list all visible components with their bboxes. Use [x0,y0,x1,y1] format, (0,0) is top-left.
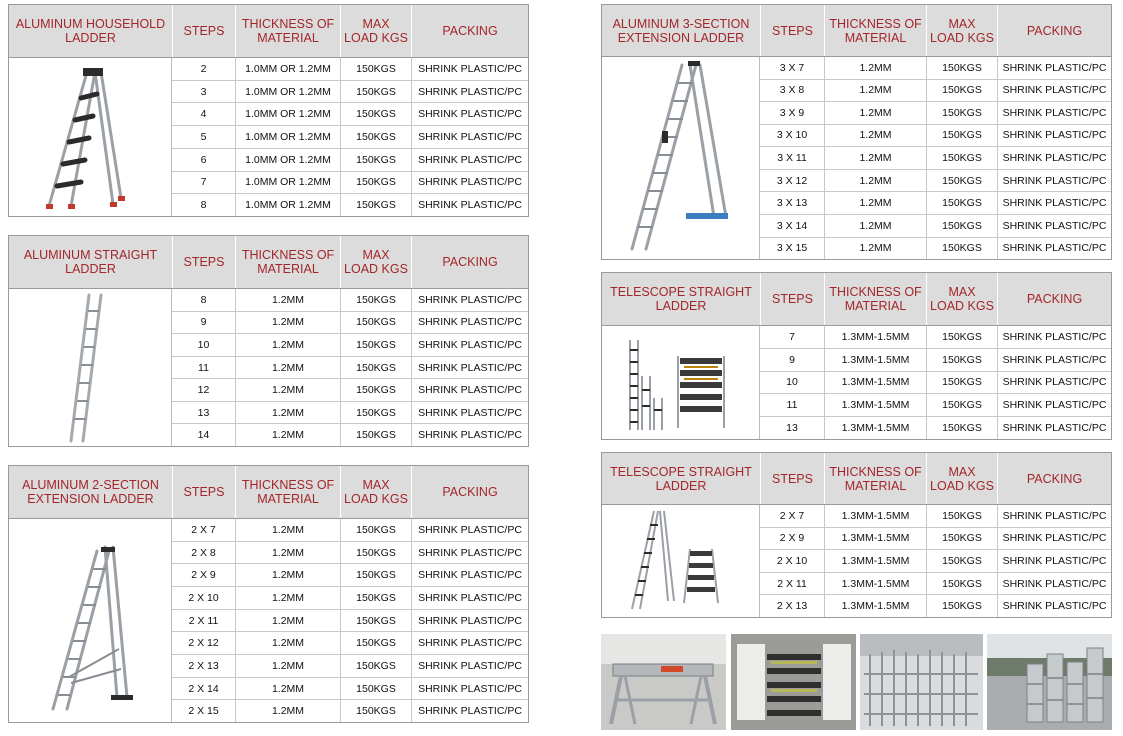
col-header-packing: PACKING [997,273,1111,325]
cell-steps: 7 [200,176,207,189]
table-row [760,192,1111,215]
col-header-maxload: MAX LOAD KGS [340,5,411,57]
cell-steps: 2 X 7 [779,509,805,522]
table-row [172,610,528,633]
col-header-maxload: MAX LOAD KGS [926,453,997,504]
cell-maxload: 150KGS [340,655,411,677]
col-header-maxload: MAX LOAD KGS [340,466,411,518]
cell-packing: SHRINK PLASTIC/PC [411,194,528,216]
table-row [172,564,528,587]
cell-thickness: 1.2MM [235,700,340,722]
cell-thickness: 1.2MM [235,402,340,424]
table-rows [172,519,528,722]
cell-packing: SHRINK PLASTIC/PC [411,632,528,654]
cell-steps: 2 X 10 [776,554,808,567]
cell-packing: SHRINK PLASTIC/PC [997,215,1111,237]
cell-steps: 8 [200,199,207,212]
table-rows [760,57,1111,259]
col-header-steps: STEPS [172,236,235,288]
cell-steps: 2 X 9 [191,569,216,582]
table-straight-ladder [8,235,529,447]
cell-packing: SHRINK PLASTIC/PC [997,125,1111,147]
cell-steps: 2 X 15 [188,705,219,718]
cell-thickness: 1.3MM-1.5MM [824,417,926,439]
cell-thickness: 1.2MM [235,610,340,632]
cell-maxload: 150KGS [926,147,997,169]
cell-thickness: 1.3MM-1.5MM [824,505,926,527]
cell-maxload: 150KGS [340,81,411,103]
table-row [172,312,528,335]
cell-packing: SHRINK PLASTIC/PC [411,424,528,446]
cell-steps: 11 [786,399,798,412]
col-header-steps: STEPS [172,5,235,57]
cell-maxload: 150KGS [340,357,411,379]
cell-thickness: 1.0MM OR 1.2MM [235,172,340,194]
cell-packing: SHRINK PLASTIC/PC [411,58,528,80]
col-header-thickness: THICKNESS OF MATERIAL [235,466,340,518]
cell-maxload: 150KGS [926,394,997,416]
cell-maxload: 150KGS [926,192,997,214]
cell-packing: SHRINK PLASTIC/PC [997,192,1111,214]
cell-steps: 2 X 10 [188,591,219,604]
cell-maxload: 150KGS [926,505,997,527]
cell-steps: 6 [200,153,207,166]
cell-steps: 8 [200,293,207,306]
cell-packing: SHRINK PLASTIC/PC [411,172,528,194]
cell-thickness: 1.2MM [235,678,340,700]
cell-steps: 14 [197,429,210,442]
cell-maxload: 150KGS [926,125,997,147]
cell-packing: SHRINK PLASTIC/PC [411,587,528,609]
table-row [172,632,528,655]
table-row [172,542,528,565]
cell-packing: SHRINK PLASTIC/PC [411,610,528,632]
cell-packing: SHRINK PLASTIC/PC [997,505,1111,527]
col-header-maxload: MAX LOAD KGS [340,236,411,288]
table-row [172,379,528,402]
cell-thickness: 1.2MM [235,357,340,379]
cell-maxload: 150KGS [926,80,997,102]
table-row [172,126,528,149]
cell-packing: SHRINK PLASTIC/PC [411,81,528,103]
cell-packing: SHRINK PLASTIC/PC [411,312,528,334]
cell-thickness: 1.0MM OR 1.2MM [235,81,340,103]
table-row [172,700,528,722]
col-header-thickness: THICKNESS OF MATERIAL [235,236,340,288]
cell-packing: SHRINK PLASTIC/PC [997,595,1111,617]
cell-packing: SHRINK PLASTIC/PC [411,542,528,564]
cell-packing: SHRINK PLASTIC/PC [411,519,528,541]
table-row [760,505,1111,528]
cell-maxload: 150KGS [926,215,997,237]
cell-thickness: 1.2MM [824,238,926,260]
cell-maxload: 150KGS [926,372,997,394]
cell-packing: SHRINK PLASTIC/PC [997,57,1111,79]
cell-packing: SHRINK PLASTIC/PC [411,357,528,379]
cell-maxload: 150KGS [340,379,411,401]
table-row [760,326,1111,349]
cell-thickness: 1.3MM-1.5MM [824,528,926,550]
cell-maxload: 150KGS [340,700,411,722]
cell-packing: SHRINK PLASTIC/PC [997,394,1111,416]
cell-thickness: 1.2MM [824,192,926,214]
table-row [760,550,1111,573]
cell-maxload: 150KGS [926,528,997,550]
cell-steps: 11 [198,361,209,374]
cell-steps: 3 X 8 [779,84,805,97]
table-row [172,334,528,357]
cell-steps: 2 X 8 [191,546,216,559]
cell-steps: 3 X 10 [776,129,808,142]
cell-thickness: 1.2MM [235,564,340,586]
table-row [172,103,528,126]
cell-thickness: 1.0MM OR 1.2MM [235,103,340,125]
table-row [172,194,528,216]
col-header-maxload: MAX LOAD KGS [926,5,997,56]
cell-thickness: 1.2MM [824,57,926,79]
col-header-steps: STEPS [760,5,824,56]
cell-maxload: 150KGS [926,573,997,595]
cell-steps: 3 X 9 [779,106,805,119]
cell-maxload: 150KGS [340,564,411,586]
cell-packing: SHRINK PLASTIC/PC [997,372,1111,394]
cell-packing: SHRINK PLASTIC/PC [997,80,1111,102]
cell-steps: 2 X 11 [777,577,807,590]
col-header-packing: PACKING [997,5,1111,56]
table-row [172,357,528,380]
cell-thickness: 1.2MM [235,519,340,541]
cell-steps: 2 X 11 [188,614,219,627]
col-header-packing: PACKING [411,466,528,518]
cell-thickness: 1.2MM [824,125,926,147]
cell-packing: SHRINK PLASTIC/PC [411,334,528,356]
cell-maxload: 150KGS [926,417,997,439]
cell-maxload: 150KGS [340,542,411,564]
cell-thickness: 1.2MM [235,632,340,654]
cell-packing: SHRINK PLASTIC/PC [997,528,1111,550]
table-row [760,528,1111,551]
cell-thickness: 1.3MM-1.5MM [824,326,926,348]
cell-thickness: 1.0MM OR 1.2MM [235,126,340,148]
cell-packing: SHRINK PLASTIC/PC [411,564,528,586]
cell-thickness: 1.2MM [235,424,340,446]
table-row [172,424,528,446]
cell-maxload: 150KGS [340,58,411,80]
cell-maxload: 150KGS [340,149,411,171]
table-title: TELESCOPE STRAIGHT LADDER [610,285,752,313]
cell-thickness: 1.2MM [824,170,926,192]
cell-maxload: 150KGS [926,595,997,617]
outdoor-ladders-photo [987,634,1112,730]
cell-steps: 2 X 14 [188,682,219,695]
two-section-ladder-icon [9,519,172,722]
telescope-straight-ladder-icon [602,326,760,439]
three-section-ladder-icon [602,57,760,259]
cell-steps: 13 [197,406,210,419]
table-row [172,289,528,312]
table-telescope-straight-ladder [601,272,1112,440]
table-rows [760,505,1111,617]
table-row [172,519,528,542]
cell-maxload: 150KGS [340,402,411,424]
cell-thickness: 1.2MM [235,379,340,401]
cell-steps: 2 X 13 [776,600,808,613]
cell-steps: 2 X 13 [188,659,219,672]
cell-steps: 3 X 14 [776,219,808,232]
cell-packing: SHRINK PLASTIC/PC [997,102,1111,124]
cell-steps: 3 X 15 [776,242,808,255]
cell-thickness: 1.0MM OR 1.2MM [235,194,340,216]
table-title: TELESCOPE STRAIGHT LADDER [610,464,752,493]
cell-maxload: 150KGS [340,424,411,446]
table-row [172,81,528,104]
table-row [760,102,1111,125]
cell-maxload: 150KGS [926,170,997,192]
cell-maxload: 150KGS [926,550,997,572]
table-row [760,372,1111,395]
cell-steps: 5 [200,131,207,144]
cell-thickness: 1.2MM [235,312,340,334]
col-header-steps: STEPS [760,453,824,504]
cell-packing: SHRINK PLASTIC/PC [411,289,528,311]
cell-steps: 2 X 9 [779,532,805,545]
cell-steps: 12 [197,384,210,397]
cell-steps: 10 [197,338,210,351]
col-header-thickness: THICKNESS OF MATERIAL [824,273,926,325]
table-row [760,125,1111,148]
table-row [172,402,528,425]
cell-steps: 9 [789,353,795,366]
cell-thickness: 1.2MM [824,147,926,169]
cell-maxload: 150KGS [926,326,997,348]
table-title: ALUMINUM HOUSEHOLD LADDER [15,17,166,45]
cell-steps: 10 [786,376,798,389]
cell-packing: SHRINK PLASTIC/PC [411,103,528,125]
cell-packing: SHRINK PLASTIC/PC [411,149,528,171]
cell-thickness: 1.3MM-1.5MM [824,595,926,617]
cell-maxload: 150KGS [340,103,411,125]
cell-steps: 3 X 7 [779,61,805,74]
col-header-packing: PACKING [411,236,528,288]
table-row [172,149,528,172]
table-row [760,417,1111,439]
table-row [172,678,528,701]
cell-thickness: 1.2MM [824,215,926,237]
cell-thickness: 1.3MM-1.5MM [824,372,926,394]
cell-maxload: 150KGS [926,349,997,371]
cell-packing: SHRINK PLASTIC/PC [997,170,1111,192]
cell-packing: SHRINK PLASTIC/PC [411,655,528,677]
table-title: ALUMINUM 2-SECTION EXTENSION LADDER [22,478,159,506]
cell-packing: SHRINK PLASTIC/PC [997,550,1111,572]
cell-packing: SHRINK PLASTIC/PC [411,402,528,424]
cell-thickness: 1.2MM [235,289,340,311]
table-row [172,172,528,195]
household-ladder-icon [9,58,172,216]
table-title: ALUMINUM 3-SECTION EXTENSION LADDER [612,16,750,45]
cell-thickness: 1.3MM-1.5MM [824,573,926,595]
cell-packing: SHRINK PLASTIC/PC [411,678,528,700]
cell-packing: SHRINK PLASTIC/PC [997,417,1111,439]
cell-thickness: 1.2MM [235,334,340,356]
telescope-a-frame-ladder-icon [602,505,760,617]
cell-thickness: 1.0MM OR 1.2MM [235,58,340,80]
table-rows [172,58,528,216]
table-row [760,573,1111,596]
cell-packing: SHRINK PLASTIC/PC [997,238,1111,260]
table-row [760,215,1111,238]
cell-steps: 4 [200,108,207,121]
table-telescope-a-frame-ladder [601,452,1112,618]
table-rows [172,289,528,446]
cell-packing: SHRINK PLASTIC/PC [411,379,528,401]
table-3-section-extension-ladder [601,4,1112,260]
cell-thickness: 1.0MM OR 1.2MM [235,149,340,171]
table-row [172,655,528,678]
cell-steps: 7 [789,330,795,343]
col-header-packing: PACKING [411,5,528,57]
cell-thickness: 1.2MM [235,542,340,564]
table-row [172,58,528,81]
table-2-section-extension-ladder [8,465,529,723]
cell-steps: 9 [200,316,207,329]
col-header-thickness: THICKNESS OF MATERIAL [824,5,926,56]
table-row [760,238,1111,260]
cell-maxload: 150KGS [340,610,411,632]
cell-steps: 13 [786,422,798,435]
cell-steps: 2 [200,62,207,75]
table-rows [760,326,1111,439]
cell-packing: SHRINK PLASTIC/PC [997,147,1111,169]
table-row [760,595,1111,617]
cell-steps: 3 X 13 [776,197,808,210]
cell-maxload: 150KGS [340,587,411,609]
cell-thickness: 1.2MM [824,80,926,102]
cell-thickness: 1.3MM-1.5MM [824,550,926,572]
cell-maxload: 150KGS [926,238,997,260]
warehouse-ladders-photo [860,634,983,730]
cell-thickness: 1.3MM-1.5MM [824,394,926,416]
table-row [760,147,1111,170]
col-header-steps: STEPS [760,273,824,325]
table-household-ladder [8,4,529,217]
col-header-maxload: MAX LOAD KGS [926,273,997,325]
cell-steps: 3 X 11 [777,152,807,165]
cell-maxload: 150KGS [340,519,411,541]
cell-maxload: 150KGS [926,102,997,124]
table-row [172,587,528,610]
cell-steps: 3 [200,85,207,98]
col-header-steps: STEPS [172,466,235,518]
cell-maxload: 150KGS [340,334,411,356]
cell-packing: SHRINK PLASTIC/PC [997,573,1111,595]
table-row [760,170,1111,193]
cell-maxload: 150KGS [340,289,411,311]
cell-thickness: 1.2MM [235,587,340,609]
cell-maxload: 150KGS [340,678,411,700]
cell-packing: SHRINK PLASTIC/PC [411,126,528,148]
cell-maxload: 150KGS [340,312,411,334]
packed-telescopic-ladder-photo [731,634,856,730]
cell-thickness: 1.3MM-1.5MM [824,349,926,371]
cell-steps: 3 X 12 [776,174,808,187]
table-row [760,394,1111,417]
cell-steps: 2 X 7 [191,523,216,536]
table-row [760,80,1111,103]
cell-packing: SHRINK PLASTIC/PC [997,326,1111,348]
cell-maxload: 150KGS [340,632,411,654]
col-header-thickness: THICKNESS OF MATERIAL [824,453,926,504]
col-header-thickness: THICKNESS OF MATERIAL [235,5,340,57]
table-title: ALUMINUM STRAIGHT LADDER [23,248,158,276]
cell-thickness: 1.2MM [235,655,340,677]
cell-maxload: 150KGS [926,57,997,79]
cell-maxload: 150KGS [340,172,411,194]
cell-steps: 2 X 12 [188,637,219,650]
cell-packing: SHRINK PLASTIC/PC [411,700,528,722]
work-platform-photo [601,634,726,730]
table-row [760,349,1111,372]
cell-maxload: 150KGS [340,126,411,148]
straight-ladder-icon [9,289,172,446]
cell-packing: SHRINK PLASTIC/PC [997,349,1111,371]
cell-maxload: 150KGS [340,194,411,216]
table-row [760,57,1111,80]
col-header-packing: PACKING [997,453,1111,504]
cell-thickness: 1.2MM [824,102,926,124]
